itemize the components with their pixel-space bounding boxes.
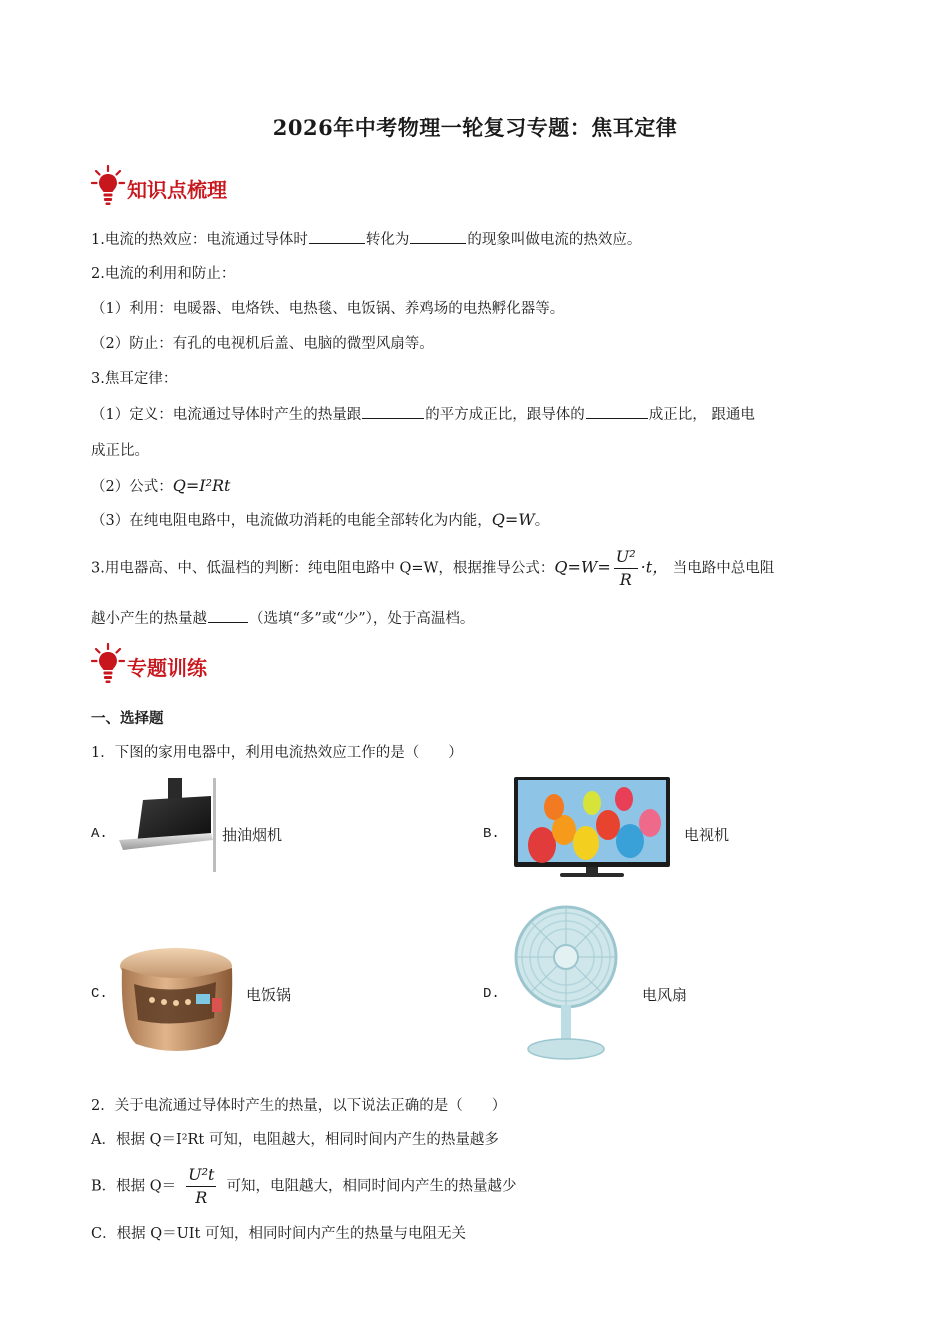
knowledge-line-6: （1）定义：电流通过导体时产生的热量跟 的平方成正比，跟导体的 成正比， 跟通电 (91, 404, 755, 425)
knowledge-line-8: （2）公式：Q=I²Rt (91, 476, 231, 495)
knowledge-line-1: 1.电流的热效应：电流通过导体时 转化为 的现象叫做电流的热效应。 (91, 229, 641, 250)
exercise-subheading: 一、选择题 (91, 711, 164, 727)
knowledge-line-9: （3）在纯电阻电路中，电流做功消耗的电能全部转化为内能，Q=W。 (91, 510, 550, 529)
rice-cooker-image (112, 940, 242, 1060)
fill-blank (309, 229, 365, 244)
option-letter: A. (91, 826, 108, 842)
knowledge-line-11: 越小产生的热量越 （选填“多”或“少”），处于高温档。 (91, 608, 474, 629)
fill-blank (410, 229, 466, 244)
option-letter: D. (483, 986, 500, 1002)
lightbulb-icon (91, 165, 125, 207)
question-2-option-c: C．根据 Q＝UIt 可知，相同时间内产生的热量与电阻无关 (91, 1226, 466, 1242)
option-text: 电饭锅 (246, 986, 292, 1004)
question-2-option-a: A．根据 Q＝I²Rt 可知，电阻越大，相同时间内产生的热量越多 (91, 1132, 499, 1148)
question-2: 2．关于电流通过导体时产生的热量，以下说法正确的是（ ） (91, 1098, 507, 1114)
tv-image (512, 775, 672, 880)
question-2-option-b: B．根据 Q＝ $\frac{\text{U²t}}{R}$ 可知，电阻越大，相同时间内产生的热量越少 (91, 1165, 517, 1207)
formula-fraction: $\frac{\text{U²}}{R}$ (615, 547, 636, 589)
knowledge-line-7: 成正比。 (91, 443, 149, 459)
fill-blank (362, 404, 424, 419)
option-letter: B. (483, 826, 500, 842)
formula-q-equals-w: Q=W (491, 510, 535, 529)
range-hood-image (113, 778, 221, 872)
option-text: 电风扇 (642, 986, 688, 1004)
knowledge-line-3: （1）利用：电暖器、电烙铁、电热毯、电饭锅、养鸡场的电热孵化器等。 (91, 301, 565, 317)
section-knowledge-label: 知识点梳理 (127, 178, 227, 202)
option-letter: C. (91, 986, 108, 1002)
fill-blank (586, 404, 648, 419)
option-text: 抽油烟机 (222, 826, 283, 844)
formula-joule: Q=I²Rt (172, 476, 231, 495)
question-1: 1．下图的家用电器中，利用电流热效应工作的是（ ） (91, 745, 463, 761)
page-title: 2026年中考物理一轮复习专题：焦耳定律 (272, 115, 678, 140)
option-text: 电视机 (684, 826, 730, 844)
fan-image (510, 903, 622, 1063)
formula-fraction: $\frac{\text{U²t}}{R}$ (188, 1165, 215, 1207)
knowledge-line-2: 2.电流的利用和防止： (91, 266, 236, 282)
knowledge-line-10: 3.用电器高、中、低温档的判断：纯电阻电路中 Q=W，根据推导公式：Q=W= $\frac{\text{U²}}{R}$ ·t， 当电路中总电阻 (91, 547, 775, 589)
fill-blank (208, 608, 248, 623)
knowledge-line-5: 3.焦耳定律： (91, 371, 178, 387)
knowledge-line-4: （2）防止：有孔的电视机后盖、电脑的微型风扇等。 (91, 336, 434, 352)
section-training-label: 专题训练 (127, 656, 207, 680)
lightbulb-icon (91, 643, 125, 685)
